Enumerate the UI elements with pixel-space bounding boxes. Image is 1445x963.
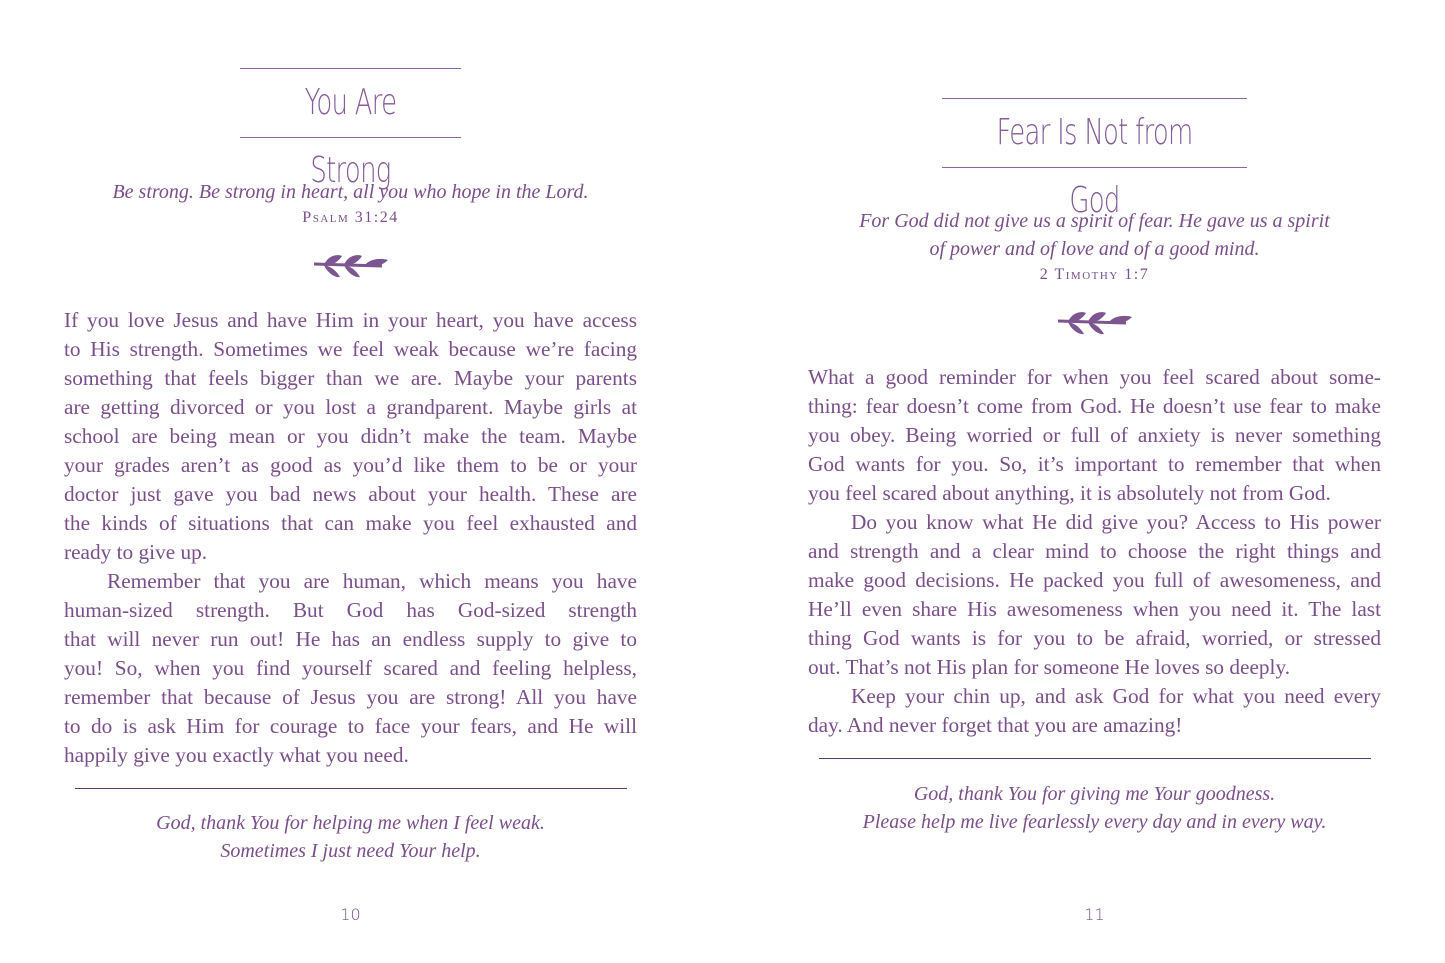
body-line: happily give you exactly what you need. bbox=[64, 743, 409, 767]
body-line: your grades aren’t as good as you’d like them to be or your bbox=[64, 453, 637, 477]
body-line: you feel scared about anything, it is absolutely not from God. bbox=[808, 481, 1331, 505]
prayer-line: God, thank You for giving me Your goodness. bbox=[913, 783, 1276, 805]
title-text: You Are Strong bbox=[304, 82, 397, 191]
divider bbox=[75, 788, 627, 789]
body-line: out. That’s not His plan for someone He loves so deeply. bbox=[808, 655, 1291, 679]
body-line: What a good reminder for when you feel scared about some- bbox=[808, 365, 1381, 389]
page-number: 10 bbox=[340, 905, 361, 924]
verse-line: Be strong. Be strong in heart, all you who hope in the Lord. bbox=[112, 181, 589, 203]
prayer-line: Sometimes I just need Your help. bbox=[220, 840, 481, 862]
body-line: Keep your chin up, and ask God for what you need every bbox=[851, 684, 1381, 708]
body-line: and strength and a clear mind to choose the right things and bbox=[808, 539, 1381, 563]
prayer-line: God, thank You for helping me when I feel weak. bbox=[156, 812, 545, 834]
body-line: to His strength. Sometimes we feel weak because we’re facing bbox=[64, 337, 637, 361]
body-line: you obey. Being worried or full of anxiety is never something bbox=[808, 423, 1381, 447]
prayer bbox=[64, 809, 637, 865]
body-line: thing: fear doesn’t come from God. He doesn’t use fear to make bbox=[808, 394, 1381, 418]
body-text bbox=[808, 363, 1381, 740]
verse-reference: 2 Timothy 1:7 bbox=[1039, 266, 1150, 283]
prayer-line: Please help me live fearlessly every day and in every way. bbox=[862, 811, 1327, 833]
leaf-branch-icon bbox=[1058, 309, 1132, 339]
body-line: God wants for you. So, it’s important to remember that when bbox=[808, 452, 1381, 476]
body-line: doctor just gave you bad news about your health. These are bbox=[64, 482, 637, 506]
leaf-branch-icon bbox=[314, 252, 388, 282]
body-line: school are being mean or you didn’t make the team. Maybe bbox=[64, 424, 637, 448]
body-line: If you love Jesus and have Him in your heart, you have access bbox=[64, 308, 637, 332]
body-text bbox=[64, 306, 637, 770]
body-line: the kinds of situations that can make you feel exhausted and bbox=[64, 511, 637, 535]
body-line: ready to give up. bbox=[64, 540, 208, 564]
body-line: that will never run out! He has an endless supply to give to bbox=[64, 627, 637, 651]
verse-line: of power and of love and of a good mind. bbox=[929, 238, 1260, 260]
verse-reference: Psalm 31:24 bbox=[302, 209, 399, 226]
title-text: Fear Is Not from God bbox=[996, 112, 1193, 221]
body-line: day. And never forget that you are amazing! bbox=[808, 713, 1183, 737]
page-title bbox=[942, 98, 1247, 221]
body-line: Do you know what He did give you? Access to His power bbox=[851, 510, 1381, 534]
body-line: are getting divorced or you lost a grandparent. Maybe girls at bbox=[64, 395, 637, 419]
body-line: remember that because of Jesus you are strong! All you have bbox=[64, 685, 637, 709]
prayer bbox=[808, 780, 1381, 836]
body-line: something that feels bigger than we are. Maybe your parents bbox=[64, 366, 637, 390]
body-line: thing God wants is for you to be afraid, worried, or stressed bbox=[808, 626, 1381, 650]
verse bbox=[64, 178, 637, 206]
body-line: to do is ask Him for courage to face your fears, and He will bbox=[64, 714, 637, 738]
body-line: He’ll even share His awesomeness when you need it. The last bbox=[808, 597, 1381, 621]
divider bbox=[819, 758, 1371, 759]
body-line: you! So, when you find yourself scared and feeling helpless, bbox=[64, 656, 637, 680]
body-line: make good decisions. He packed you full of awesomeness, and bbox=[808, 568, 1381, 592]
page-title bbox=[240, 68, 461, 191]
body-line: human-sized strength. But God has God-sized strength bbox=[64, 598, 637, 622]
body-line: Remember that you are human, which means you have bbox=[107, 569, 637, 593]
page-number: 11 bbox=[1084, 905, 1105, 924]
verse-line: For God did not give us a spirit of fear. He gave us a spirit bbox=[859, 210, 1330, 232]
verse bbox=[808, 207, 1381, 263]
